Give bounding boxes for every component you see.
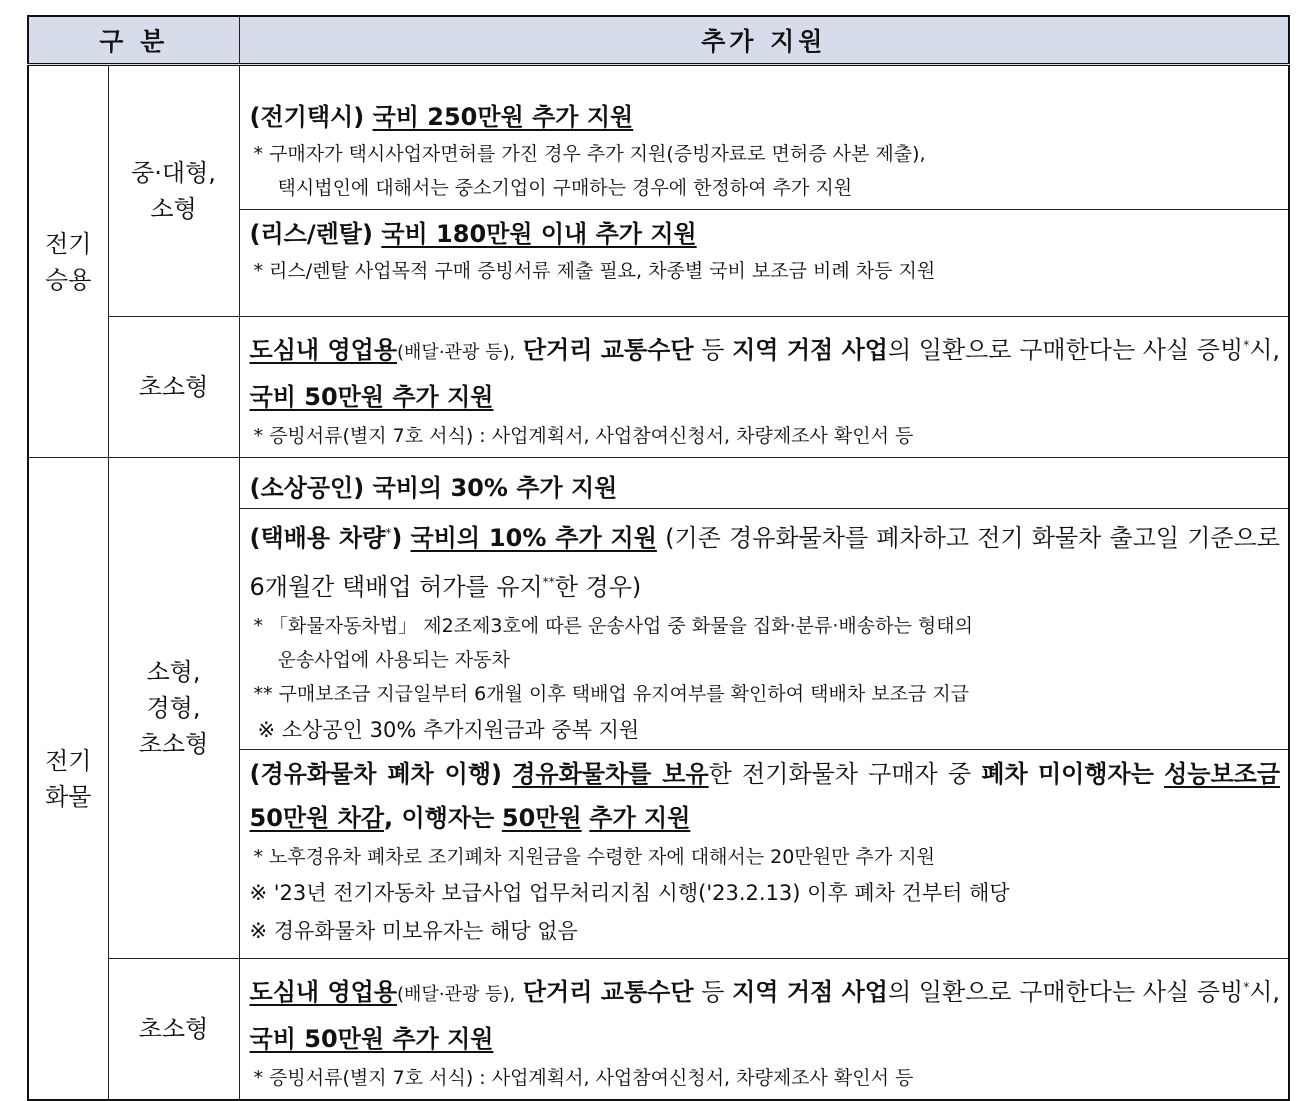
taxi-note-2: 택시법인에 대해서는 중소기업이 구매하는 경우에 한정하여 추가 지원 [277,176,853,199]
header-support: 추가 지원 [239,16,1289,65]
delivery-ref: ※ 소상공인 30% 추가지원금과 중복 지원 [257,718,640,742]
lease-amount: 국비 180만원 이내 추가 지원 [381,219,697,248]
text-segment: (경유화물차 폐차 이행) [249,760,502,788]
text-segment: ** [542,575,555,589]
small-biz-heading [250,468,1281,508]
table-row [28,65,1289,317]
scrap-note: * 노후경유차 폐차로 조기폐차 지원금을 수령한 자에 대해서는 20만원만 추가 지원 [253,846,935,868]
text-segment: 경유화물차를 보유 [512,760,709,788]
text-segment: 등 [701,336,725,364]
table-row [28,959,1289,1101]
text-segment: 단거리 교통수단 [522,336,694,364]
text-segment: 화물차 출고일 기준으로 6개월간 택배업 허가를 유지 [249,524,1280,601]
text-segment: 등 [701,978,725,1006]
taxi-tag: (전기택시) [249,102,365,131]
mid-large-content [239,65,1289,317]
small-truck-content [239,458,1289,959]
text-segment: * [385,526,392,540]
text-segment: 시, [1249,978,1281,1006]
text-segment: 단거리 교통수단 [522,978,694,1006]
text-segment: ) [391,524,403,552]
text-segment: 성능보조금 50만원 차감 [249,760,1280,832]
support-table [27,15,1290,1101]
text-segment: 추가 지원 [589,804,691,832]
text-segment: 한 경우) [554,573,642,601]
scrap-ref-1: ※ '23년 전기자동차 보급사업 업무처리지침 시행('23.2.13) 이후 폐차 건부터 해당 [249,881,1010,905]
text-segment: 지역 거점 사업 [732,336,888,364]
text-segment: 한 전기화물차 구매자 중 [708,760,972,788]
row-label-small-truck: 소형, 경형, 초소형 [108,458,239,959]
lease-heading [250,214,1281,254]
taxi-heading [250,97,1281,137]
text-segment: 도심내 영업용 [249,978,398,1006]
text-segment: (배달·관광 등), [397,342,516,363]
taxi-amount: 국비 250만원 추가 지원 [372,102,634,131]
text-segment: 의 일환으로 구매한다는 사실 증빙 [887,336,1244,364]
text-segment: (기존 경유화물차를 폐차하고 전기 [665,524,1024,552]
text-segment: 시, [1249,336,1281,364]
small-biz-amount: 국비의 30% 추가 지원 [372,474,618,502]
table-row [28,317,1289,458]
table-row [28,458,1289,959]
text-segment: 지역 거점 사업 [732,978,888,1006]
micro-passenger-content [239,317,1289,458]
text-segment: 50만원 [501,804,582,832]
text-segment: , 이행자는 [384,804,495,832]
micro-truck-note: * 증빙서류(별지 7호 서식) : 사업계획서, 사업참여신청서, 차량제조사 확인서 등 [253,1067,914,1089]
text-segment: 의 일환으로 구매한다는 사실 증빙 [887,978,1244,1006]
text-segment: 도심내 영업용 [249,336,398,364]
row-label-micro-passenger: 초소형 [108,317,239,458]
text-segment: 폐차 [981,760,1028,788]
small-biz-tag: (소상공인) [249,474,365,502]
row-label-micro-truck: 초소형 [108,959,239,1101]
delivery-note-2: ** 구매보조금 지급일부터 6개월 이후 택배업 유지여부를 확인하여 택배차 보조금 지급 [253,683,970,705]
group-truck: 전기 화물 [28,458,108,1101]
delivery-note-1a: * 「화물자동차법」 제2조제3호에 따른 운송사업 중 화물을 집화·분류·배송하는 형태의 [253,615,973,637]
scrap-ref-2: ※ 경유화물차 미보유자는 해당 없음 [249,919,578,943]
scrap-desc [250,752,1281,840]
text-segment: * [1243,980,1250,994]
header-row [28,16,1289,65]
micro-passenger-note: * 증빙서류(별지 7호 서식) : 사업계획서, 사업참여신청서, 차량제조사 확인서 등 [253,425,914,447]
text-segment: (배달·관광 등), [397,984,516,1005]
taxi-note-1: * 구매자가 택시사업자면허를 가진 경우 추가 지원(증빙자료로 면허증 사본 제출), [253,142,926,165]
header-category: 구 분 [28,16,239,65]
delivery-note-1b: 운송사업에 사용되는 자동차 [277,649,510,671]
text-segment: * [1243,338,1250,352]
micro-passenger-desc [250,323,1281,419]
delivery-desc [250,511,1281,609]
text-segment: (택배용 차량 [249,524,386,552]
lease-note: * 리스/렌탈 사업목적 구매 증빙서류 제출 필요, 차종별 국비 보조금 비례 차등 지원 [253,259,936,282]
group-passenger: 전기 승용 [28,65,108,458]
delivery-amount: 국비의 10% 추가 지원 [410,524,657,552]
text-segment: 미이행자는 [1037,760,1154,788]
micro-truck-amount: 국비 50만원 추가 지원 [249,1025,494,1053]
micro-truck-desc [250,965,1281,1061]
row-label-mid-large: 중·대형, 소형 [108,65,239,317]
micro-passenger-amount: 국비 50만원 추가 지원 [249,383,494,411]
micro-truck-content [239,959,1289,1101]
lease-tag: (리스/렌탈) [249,219,373,248]
